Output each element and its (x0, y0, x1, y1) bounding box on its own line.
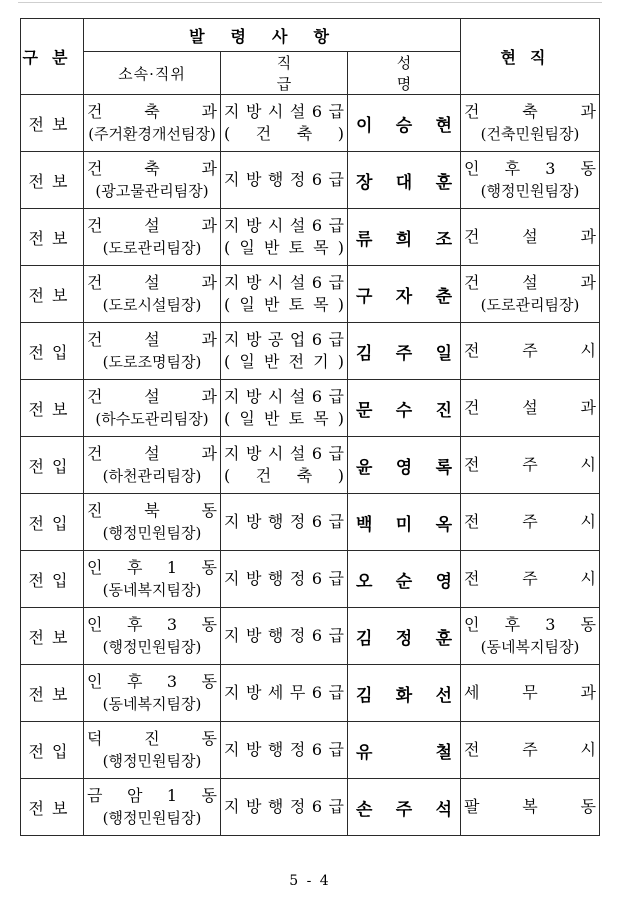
person-name: 김 화 선 (356, 685, 452, 706)
current-department: 전 주 시 (464, 512, 596, 531)
grade-name: 지 방 행 정 6 급 (224, 170, 344, 189)
department-name: 건 설 과 (87, 387, 217, 406)
person-name: 김 정 훈 (356, 628, 452, 649)
team-position: (도로시설팀장) (102, 296, 202, 314)
team-position: (동네복지팀장) (102, 695, 202, 713)
department-name: 건 설 과 (87, 273, 217, 292)
grade-name: 지 방 행 정 6 급 (224, 797, 344, 816)
current-department: 건 설 과 (464, 398, 596, 417)
person-name: 문 수 진 (356, 400, 452, 421)
current-position-cell (461, 95, 600, 152)
table-row (21, 380, 600, 437)
person-name: 오 순 영 (356, 571, 452, 592)
current-department: 건 설 과 (464, 273, 596, 292)
team-position: (하수도관리팀장) (95, 410, 209, 428)
grade-cell (221, 380, 348, 437)
grade-cell (221, 494, 348, 551)
person-name: 류 희 조 (356, 229, 452, 250)
table-row (21, 608, 600, 665)
current-position-cell (461, 266, 600, 323)
department-name: 인 후 3 동 (87, 672, 217, 691)
affiliation-cell (84, 266, 221, 323)
job-series: ( 건 축 ) (224, 124, 344, 143)
job-series: ( 일 반 전 기 ) (224, 352, 344, 371)
affiliation-cell (84, 665, 221, 722)
appointment-type: 전입 (21, 437, 84, 494)
team-position: (광고물관리팀장) (95, 182, 209, 200)
grade-name: 지 방 시 설 6 급 (224, 102, 344, 121)
table-row (21, 95, 600, 152)
department-name: 인 후 1 동 (87, 558, 217, 577)
job-series: ( 일 반 토 목 ) (224, 238, 344, 257)
grade-cell (221, 665, 348, 722)
department-name: 인 후 3 동 (87, 615, 217, 634)
person-name: 김 주 일 (356, 343, 452, 364)
affiliation-cell (84, 722, 221, 779)
current-position-cell (461, 665, 600, 722)
team-position: (하천관리팀장) (102, 467, 202, 485)
person-name: 구 자 춘 (356, 286, 452, 307)
grade-name: 지 방 행 정 6 급 (224, 569, 344, 588)
current-position-cell (461, 551, 600, 608)
appointment-type: 전보 (21, 779, 84, 836)
grade-name: 지 방 행 정 6 급 (224, 626, 344, 645)
current-team: (행정민원팀장) (480, 182, 580, 200)
team-position: (동네복지팀장) (102, 581, 202, 599)
person-name: 백 미 옥 (356, 514, 452, 535)
person-name: 장 대 훈 (356, 172, 452, 193)
team-position: (행정민원팀장) (102, 524, 202, 542)
grade-cell (221, 608, 348, 665)
name-cell (348, 779, 461, 836)
header-name: 성명 (348, 52, 461, 95)
job-series: ( 건 축 ) (224, 466, 344, 485)
team-position: (도로관리팀장) (102, 239, 202, 257)
appointment-type: 전보 (21, 266, 84, 323)
top-rule (18, 2, 602, 3)
page-number: 5 - 4 (289, 873, 331, 889)
name-cell (348, 608, 461, 665)
job-series: ( 일 반 토 목 ) (224, 409, 344, 428)
affiliation-cell (84, 323, 221, 380)
department-name: 건 설 과 (87, 216, 217, 235)
name-cell (348, 722, 461, 779)
grade-name: 지 방 시 설 6 급 (224, 444, 344, 463)
grade-name: 지 방 행 정 6 급 (224, 740, 344, 759)
table-row (21, 323, 600, 380)
affiliation-cell (84, 437, 221, 494)
name-cell (348, 437, 461, 494)
table-row (21, 722, 600, 779)
affiliation-cell (84, 152, 221, 209)
table-row (21, 779, 600, 836)
affiliation-cell (84, 209, 221, 266)
person-name: 윤 영 록 (356, 457, 452, 478)
header-current-position: 현직 (461, 19, 600, 95)
name-cell (348, 209, 461, 266)
affiliation-cell (84, 608, 221, 665)
current-department: 전 주 시 (464, 455, 596, 474)
department-name: 건 축 과 (87, 102, 217, 121)
grade-name: 지 방 공 업 6 급 (224, 330, 344, 349)
current-department: 팔 복 동 (464, 797, 596, 816)
name-cell (348, 323, 461, 380)
grade-name: 지 방 행 정 6 급 (224, 512, 344, 531)
current-position-cell (461, 494, 600, 551)
department-name: 건 설 과 (87, 444, 217, 463)
current-position-cell (461, 722, 600, 779)
team-position: (주거환경개선팀장) (88, 125, 216, 143)
appointment-type: 전보 (21, 665, 84, 722)
person-name: 유 철 (356, 742, 452, 763)
header-grade: 직급 (221, 52, 348, 95)
grade-cell (221, 209, 348, 266)
table-row (21, 494, 600, 551)
current-position-cell (461, 152, 600, 209)
job-series: ( 일 반 토 목 ) (224, 295, 344, 314)
affiliation-cell (84, 779, 221, 836)
team-position: (도로조명팀장) (102, 353, 202, 371)
grade-cell (221, 152, 348, 209)
table-row (21, 665, 600, 722)
current-department: 건 설 과 (464, 227, 596, 246)
grade-cell (221, 437, 348, 494)
current-department: 전 주 시 (464, 341, 596, 360)
department-name: 건 축 과 (87, 159, 217, 178)
name-cell (348, 494, 461, 551)
affiliation-cell (84, 380, 221, 437)
department-name: 금 암 1 동 (87, 786, 217, 805)
appointment-type: 전보 (21, 152, 84, 209)
grade-cell (221, 779, 348, 836)
current-position-cell (461, 209, 600, 266)
name-cell (348, 95, 461, 152)
current-team: (건축민원팀장) (480, 125, 580, 143)
grade-cell (221, 266, 348, 323)
name-cell (348, 665, 461, 722)
current-position-cell (461, 323, 600, 380)
table-body (21, 95, 600, 836)
person-name: 손 주 석 (356, 799, 452, 820)
table-row (21, 266, 600, 323)
name-cell (348, 551, 461, 608)
grade-name: 지 방 시 설 6 급 (224, 387, 344, 406)
table-row (21, 551, 600, 608)
current-position-cell (461, 437, 600, 494)
appointment-type: 전보 (21, 608, 84, 665)
person-name: 이 승 현 (356, 115, 452, 136)
current-department: 전 주 시 (464, 740, 596, 759)
department-name: 건 설 과 (87, 330, 217, 349)
current-position-cell (461, 380, 600, 437)
affiliation-cell (84, 494, 221, 551)
grade-cell (221, 95, 348, 152)
grade-cell (221, 551, 348, 608)
current-team: (도로관리팀장) (480, 296, 580, 314)
grade-name: 지 방 시 설 6 급 (224, 273, 344, 292)
grade-name: 지 방 시 설 6 급 (224, 216, 344, 235)
current-department: 인 후 3 동 (464, 615, 596, 634)
team-position: (행정민원팀장) (102, 752, 202, 770)
team-position: (행정민원팀장) (102, 638, 202, 656)
name-cell (348, 266, 461, 323)
appointment-type: 전입 (21, 494, 84, 551)
current-department: 전 주 시 (464, 569, 596, 588)
personnel-table (20, 18, 600, 836)
table-row (21, 152, 600, 209)
appointment-type: 전입 (21, 551, 84, 608)
department-name: 덕 진 동 (87, 729, 217, 748)
affiliation-cell (84, 95, 221, 152)
header-category: 구분 (21, 19, 84, 95)
current-department: 건 축 과 (464, 102, 596, 121)
appointment-type: 전입 (21, 722, 84, 779)
appointment-type: 전보 (21, 380, 84, 437)
current-department: 세 무 과 (464, 683, 596, 702)
header-affiliation: 소속·직위 (84, 52, 221, 95)
grade-cell (221, 722, 348, 779)
team-position: (행정민원팀장) (102, 809, 202, 827)
name-cell (348, 380, 461, 437)
appointment-type: 전보 (21, 95, 84, 152)
current-team: (동네복지팀장) (480, 638, 580, 656)
grade-cell (221, 323, 348, 380)
department-name: 진 북 동 (87, 501, 217, 520)
current-position-cell (461, 779, 600, 836)
current-department: 인 후 3 동 (464, 159, 596, 178)
affiliation-cell (84, 551, 221, 608)
header-appointment: 발령사항 (84, 19, 461, 52)
grade-name: 지 방 세 무 6 급 (224, 683, 344, 702)
table-row (21, 437, 600, 494)
appointment-type: 전보 (21, 209, 84, 266)
current-position-cell (461, 608, 600, 665)
table-row (21, 209, 600, 266)
name-cell (348, 152, 461, 209)
appointment-type: 전입 (21, 323, 84, 380)
